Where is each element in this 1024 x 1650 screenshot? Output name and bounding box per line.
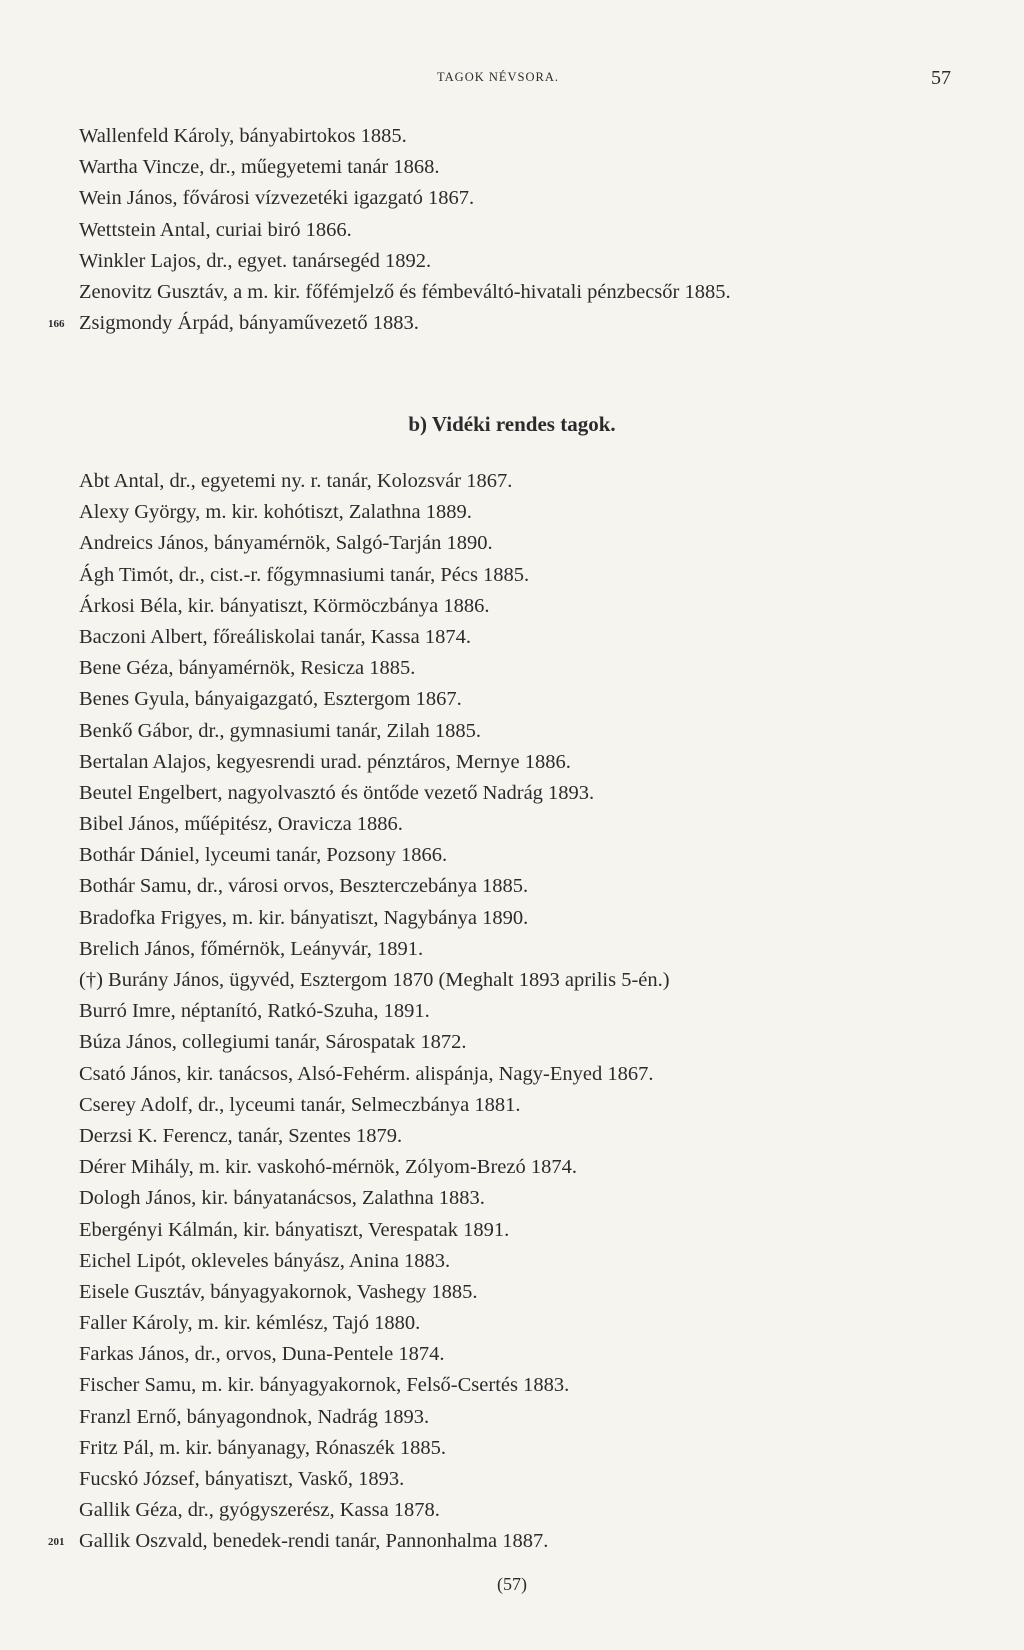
- member-list-provincial: [48, 466, 670, 1558]
- member-entry: [79, 466, 670, 497]
- entry-text: Beutel Engelbert, nagyolvasztó és öntőde vezető Nadrág 1893.: [79, 781, 595, 804]
- section-heading: b) Vidéki rendes tagok.: [408, 412, 616, 436]
- entry-text: Wein János, fővárosi vízvezetéki igazgató 1867.: [79, 187, 475, 210]
- member-entry: [79, 560, 670, 591]
- entry-text: Ebergényi Kálmán, kir. bányatiszt, Verespatak 1891.: [79, 1218, 510, 1241]
- member-entry: [79, 591, 670, 622]
- member-entry: [79, 1339, 670, 1370]
- entry-text: Baczoni Albert, főreáliskolai tanár, Kassa 1874.: [79, 625, 471, 648]
- entry-text: Eichel Lipót, okleveles bányász, Anina 1883.: [79, 1249, 451, 1272]
- member-entry: [79, 1370, 670, 1401]
- member-entry: [79, 809, 670, 840]
- member-entry: [79, 1402, 670, 1433]
- member-entry: [79, 622, 670, 653]
- member-entry: [79, 1152, 670, 1183]
- entry-number-marker: 166: [48, 318, 65, 331]
- member-entry: [79, 1277, 670, 1308]
- entry-text: Fucskó József, bányatiszt, Vaskő, 1893.: [79, 1468, 405, 1490]
- entry-text: Gallik Géza, dr., gyógyszerész, Kassa 1878.: [79, 1499, 440, 1522]
- member-entry: [79, 1246, 670, 1277]
- entry-text: Gallik Oszvald, benedek-rendi tanár, Pannonhalma 1887.: [79, 1530, 549, 1553]
- member-entry: [79, 1121, 670, 1152]
- entry-text: Zsigmondy Árpád, bányaművezető 1883.: [79, 312, 419, 335]
- member-entry: [79, 1059, 670, 1090]
- entry-text: Brelich János, főmérnök, Leányvár, 1891.: [79, 937, 424, 960]
- entry-text: Bertalan Alajos, kegyesrendi urad. pénztáros, Mernye 1886.: [79, 750, 571, 773]
- member-entry: [79, 215, 731, 246]
- member-entry: [79, 1215, 670, 1246]
- member-entry: [79, 528, 670, 559]
- member-entry: [79, 1308, 670, 1339]
- entry-text: Derzsi K. Ferencz, tanár, Szentes 1879.: [79, 1124, 403, 1147]
- entry-text: Zenovitz Gusztáv, a m. kir. főfémjelző és fémbeváltó-hivatali pénzbecsőr 1885.: [79, 280, 731, 303]
- member-entry: [79, 1464, 670, 1495]
- entry-text: Fritz Pál, m. kir. bányanagy, Rónaszék 1885.: [79, 1436, 447, 1459]
- member-entry: [79, 996, 670, 1027]
- member-entry: [48, 1526, 670, 1557]
- entry-text: Ágh Timót, dr., cist.-r. főgymnasiumi tanár, Pécs 1885.: [79, 563, 530, 586]
- member-entry: [79, 871, 670, 902]
- entry-text: Csató János, kir. tanácsos, Alsó-Fehérm. alispánja, Nagy-Enyed 1867.: [79, 1062, 654, 1085]
- entry-text: Burró Imre, néptanító, Ratkó-Szuha, 1891.: [79, 1000, 430, 1023]
- member-entry: [79, 1495, 670, 1526]
- member-entry: [48, 308, 731, 339]
- entry-text: Bothár Dániel, lyceumi tanár, Pozsony 1866.: [79, 844, 448, 867]
- entry-number-marker: 201: [48, 1536, 65, 1549]
- entry-text: Árkosi Béla, kir. bányatiszt, Körmöczbánya 1886.: [79, 594, 490, 617]
- member-list-budapest: [48, 121, 731, 339]
- member-entry: [79, 246, 731, 277]
- entry-text: Bibel János, műépitész, Oravicza 1886.: [79, 813, 403, 836]
- entry-text: Farkas János, dr., orvos, Duna-Pentele 1874.: [79, 1343, 445, 1366]
- member-entry: [79, 778, 670, 809]
- member-entry: [79, 934, 670, 965]
- member-entry: [79, 684, 670, 715]
- member-entry: [79, 903, 670, 934]
- entry-text: Faller Károly, m. kir. kémlész, Tajó 1880.: [79, 1312, 421, 1335]
- entry-text: Abt Antal, dr., egyetemi ny. r. tanár, Kolozsvár 1867.: [79, 470, 513, 492]
- entry-text: Benkő Gábor, dr., gymnasiumi tanár, Zilah 1885.: [79, 719, 482, 742]
- entry-text: Franzl Ernő, bányagondnok, Nadrág 1893.: [79, 1405, 430, 1428]
- entry-text: Dérer Mihály, m. kir. vaskohó-mérnök, Zólyom-Brezó 1874.: [79, 1156, 577, 1179]
- page-header-number: 57: [931, 67, 951, 89]
- page-header-title: TAGOK NÉVSORA.: [437, 70, 560, 84]
- member-entry: [79, 840, 670, 871]
- member-entry: [79, 183, 731, 214]
- entry-text: Búza János, collegiumi tanár, Sárospatak 1872.: [79, 1031, 467, 1054]
- entry-text: Cserey Adolf, dr., lyceumi tanár, Selmeczbánya 1881.: [79, 1093, 521, 1116]
- entry-text: Winkler Lajos, dr., egyet. tanársegéd 1892.: [79, 249, 432, 272]
- member-entry: [79, 716, 670, 747]
- entry-text: Wartha Vincze, dr., műegyetemi tanár 1868.: [79, 156, 440, 179]
- member-entry: [79, 1183, 670, 1214]
- entry-text: Bothár Samu, dr., városi orvos, Beszterczebánya 1885.: [79, 875, 529, 898]
- member-entry: [79, 747, 670, 778]
- entry-text: Benes Gyula, bányaigazgató, Esztergom 1867.: [79, 688, 462, 711]
- entry-text: Bradofka Frigyes, m. kir. bányatiszt, Nagybánya 1890.: [79, 906, 529, 929]
- entry-text: Andreics János, bányamérnök, Salgó-Tarján 1890.: [79, 532, 493, 555]
- entry-text: Wettstein Antal, curiai biró 1866.: [79, 218, 352, 241]
- member-entry: [79, 1027, 670, 1058]
- page-footer-number: (57): [497, 1574, 527, 1594]
- member-entry: [79, 653, 670, 684]
- entry-text: Eisele Gusztáv, bányagyakornok, Vashegy 1885.: [79, 1280, 478, 1303]
- entry-text: Wallenfeld Károly, bányabirtokos 1885.: [79, 125, 407, 147]
- entry-text: (†) Burány János, ügyvéd, Esztergom 1870 (Meghalt 1893 aprilis 5-én.): [79, 969, 670, 991]
- entry-text: Dologh János, kir. bányatanácsos, Zalathna 1883.: [79, 1187, 485, 1210]
- member-entry: [79, 277, 731, 308]
- member-entry: [79, 121, 731, 152]
- entry-text: Fischer Samu, m. kir. bányagyakornok, Felső-Csertés 1883.: [79, 1374, 570, 1397]
- member-entry: [79, 152, 731, 183]
- member-entry: [79, 1433, 670, 1464]
- member-entry: [79, 1090, 670, 1121]
- member-entry: [79, 965, 670, 996]
- member-entry: [79, 497, 670, 528]
- entry-text: Alexy György, m. kir. kohótiszt, Zalathna 1889.: [79, 501, 472, 524]
- entry-text: Bene Géza, bányamérnök, Resicza 1885.: [79, 657, 416, 680]
